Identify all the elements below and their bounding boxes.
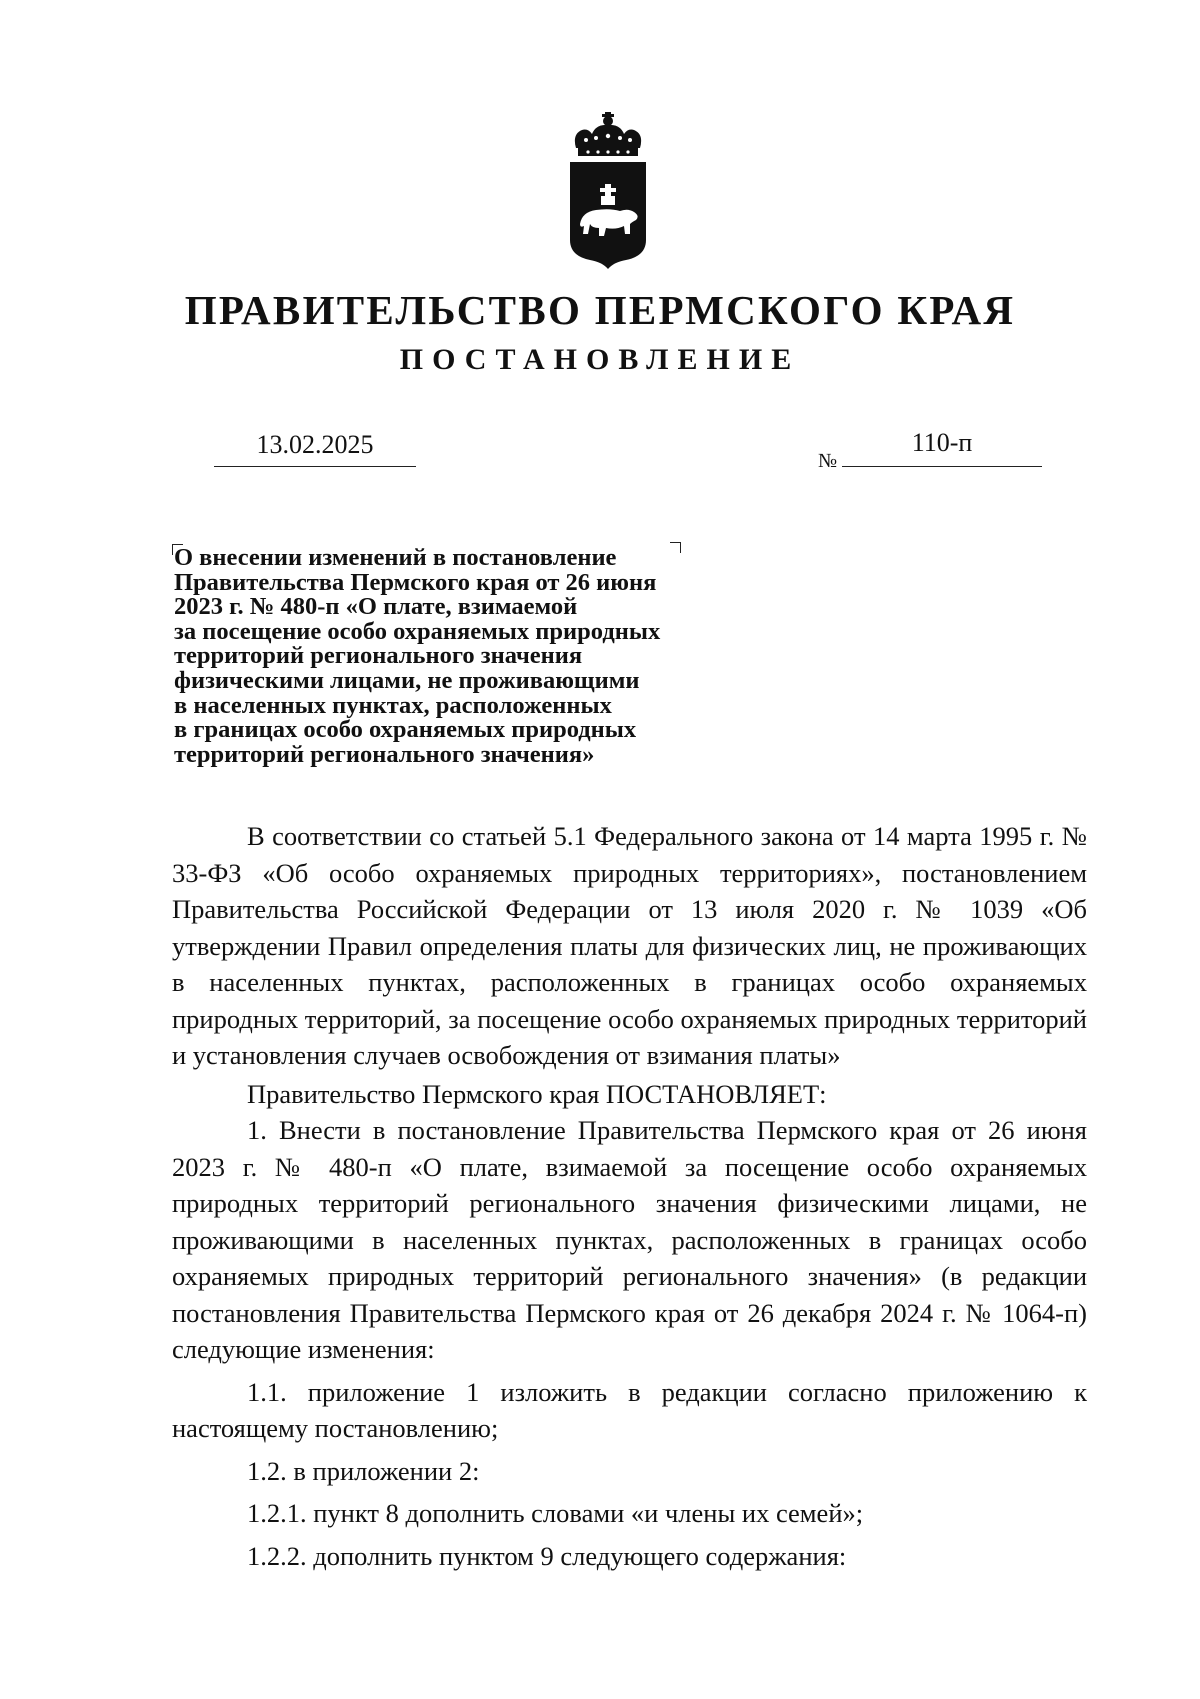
date-underline bbox=[214, 466, 416, 467]
resolves-paragraph: Правительство Пермского края ПОСТАНОВЛЯЕТ: bbox=[247, 1078, 827, 1109]
preamble-paragraph: В соответствии со статьей 5.1 Федерального закона от 14 марта 1995 г. № 33-ФЗ «Об особо охраняемых природных территориях», постановлением Правительства Российской Федерации от 13 июля 2020 г. № 1039 «Об утверждении Правил определения платы для физических лиц, не проживающих в населенных пунктах, расположенных в границах особо охраняемых природных территорий, за посещение особо охраняемых природных территорий и установления случаев освобождения от взимания платы» bbox=[172, 821, 1087, 1070]
subject-line: 2023 г. № 480-п «О плате, взимаемой bbox=[174, 593, 578, 621]
item-1-2-2-paragraph: 1.2.2. дополнить пунктом 9 следующего содержания: bbox=[247, 1540, 847, 1571]
subject-line: Правительства Пермского края от 26 июня bbox=[174, 568, 657, 596]
number-sign: № bbox=[818, 450, 838, 472]
coat-of-arms-icon bbox=[566, 112, 650, 270]
number-underline bbox=[842, 466, 1042, 467]
item-1-2-paragraph: 1.2. в приложении 2: bbox=[247, 1455, 480, 1486]
document-body bbox=[172, 818, 1087, 1574]
date-value: 13.02.2025 bbox=[256, 430, 374, 459]
item-1-2-1-paragraph: 1.2.1. пункт 8 дополнить словами «и члены их семей»; bbox=[247, 1498, 864, 1528]
subject-line: физическими лицами, не проживающими bbox=[174, 666, 640, 694]
subject-line: за посещение особо охраняемых природных bbox=[174, 617, 661, 645]
subject-line: территорий регионального значения bbox=[174, 642, 583, 670]
item-1-1-paragraph: 1.1. приложение 1 изложить в редакции согласно приложению к настоящему постановлению; bbox=[172, 1376, 1087, 1443]
document-subject bbox=[174, 546, 794, 767]
subject-line: О внесении изменений в постановление bbox=[174, 544, 617, 571]
subject-line: территорий регионального значения» bbox=[174, 740, 595, 768]
government-title: ПРАВИТЕЛЬСТВО ПЕРМСКОГО КРАЯ bbox=[184, 287, 1016, 333]
subject-line: в населенных пунктах, расположенных bbox=[174, 691, 612, 719]
item-1-paragraph: 1. Внести в постановление Правительства Пермского края от 26 июня 2023 г. № 480-п «О плате, взимаемой за посещение особо охраняемых природных территорий регионального значения физическими лицами, не проживающими в населенных пунктах, расположенных в границах особо охраняемых природных территорий регионального значения» (в редакции постановления Правительства Пермского края от 26 декабря 2024 г. № 1064-п) следующие изменения: bbox=[172, 1115, 1087, 1364]
document-type: ПОСТАНОВЛЕНИЕ bbox=[399, 343, 801, 376]
subject-line: в границах особо охраняемых природных bbox=[174, 716, 637, 744]
document-date bbox=[214, 428, 416, 462]
number-value: 110-п bbox=[911, 428, 973, 457]
